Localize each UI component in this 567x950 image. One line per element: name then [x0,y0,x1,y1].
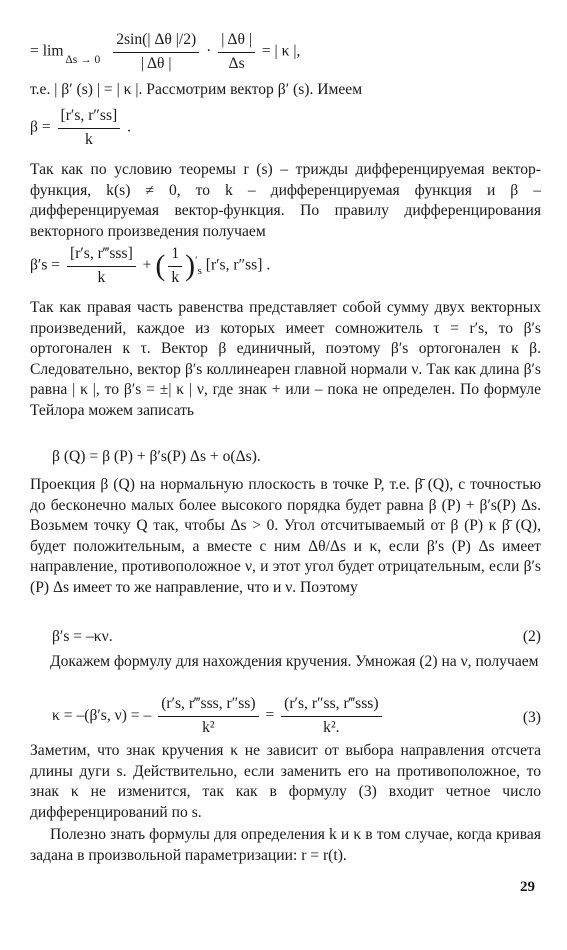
formula-2 [30,627,541,648]
formula-limit-lead: = lim [30,42,64,60]
formula-dot: · [206,42,212,60]
line-te [30,80,541,101]
formula-taylor-text: β (Q) = β (P) + β′s(P) Δs + o(Δs). [52,448,261,465]
fraction-one-numerator: 1 [168,244,182,267]
paragraph-5 [30,741,541,823]
paren-subscript: s [197,264,202,277]
formula-2-number: (2) [522,628,541,645]
fraction-beta-derivative-numerator: [r′s, r‴sss] [67,244,136,267]
paragraph-6-text: Полезно знать формулы для определения k и κ в том случае, когда кривая задана в произвольной параметризации: r = r(t). [30,826,541,864]
formula-beta-tail: . [127,118,132,136]
fraction-beta-derivative-denominator: k [97,268,106,286]
right-paren: ) [185,249,196,283]
left-paren: ( [155,249,166,283]
fraction-beta-numerator: [r′s, r″ss] [58,106,121,129]
paragraph-1-text: Так как по условию теоремы r (s) – трижды дифференцируемая вектор-функция, k(s) ≠ 0, то k – дифференцируемая функция и β – дифференцируемая вектор-функция. По правилу дифференцирования векторного произведения получаем [30,161,541,240]
paragraph-1 [30,160,541,242]
fraction-torsion-2 [281,694,381,738]
fraction-beta [58,106,121,150]
fraction-beta-derivative [67,244,136,288]
formula-2-text: β′s = –κν. [52,628,113,645]
formula-limit-tail: = | κ |, [261,42,301,60]
paragraph-5-text: Заметим, что знак кручения κ не зависит от выбора направления отсчета длины дуги s. Действительно, если заменить его на противоположное, то знак κ не изменится, так как в формулу (3) входит четное число дифференцирований по s. [30,742,541,821]
fraction-beta-denominator: k [84,130,93,148]
formula-3 [30,694,541,738]
formula-beta [30,106,541,150]
formula-taylor [52,447,563,468]
formula-3-equals: = [265,706,275,724]
fraction-theta-denominator: Δs [228,54,245,72]
fraction-torsion-2-numerator: (r′s, r″ss, r‴sss) [281,694,381,717]
fraction-sin-numerator: 2sin(| Δθ |/2) [113,30,199,53]
fraction-sin-denominator: | Δθ | [140,54,172,72]
formula-plus: + [142,256,152,274]
formula-beta-derivative [30,244,541,288]
fraction-theta-s [218,30,255,74]
paragraph-3-text: Проекция β (Q) на нормальную плоскость в точке P, т.е. β̄ (Q), с точностью до бесконечно малых более высокого порядка будет равна β (P) + β′s(P) Δs. Возьмем точку Q так, чтобы Δs > 0. Угол отсчитываемый от β (P) к β̄ (Q), будет положительным, а вместе с ним Δθ/Δs и κ, если β′s (P) Δs имеет направление, противоположное ν, и этот угол будет отрицательным, если β′s (P) Δs имеет то же направление, что и ν. Поэтому [30,476,541,596]
fraction-torsion-1-denominator: k² [202,718,215,736]
lim-subscript: Δs → 0 [65,54,101,67]
page-number: 29 [520,879,535,895]
paragraph-2 [30,298,541,422]
formula-beta-derivative-tail: [r′s, r″ss] . [205,256,271,274]
fraction-torsion-2-denominator: k². [323,718,340,736]
paren-prime: ′ [195,254,198,267]
paragraph-2-text: Так как правая часть равенства представляет собой сумму двух векторных произведений, каждое из которых имеет сомножитель τ = r′s, то β′s ортогонален к τ. Вектор β единичный, поэтому β′s ортогонален к β. Следовательно, вектор β′s коллинеарен главной нормали ν. Так как длина β′s равна | κ |, то β′s = ±| κ | ν, где знак + или – пока не определен. По формуле Тейлора можем записать [30,299,541,419]
fraction-one-over-k [168,244,182,288]
fraction-sin [113,30,199,74]
fraction-theta-numerator: | Δθ | [218,30,255,53]
paragraph-4 [30,652,541,673]
paragraph-6 [30,825,541,866]
formula-beta-derivative-lead: β′s = [30,256,61,274]
fraction-torsion-1 [158,694,258,738]
formula-3-lead: κ = –(β′s, ν) = – [52,706,152,724]
fraction-torsion-1-numerator: (r′s, r‴sss, r″ss) [158,694,258,717]
formula-3-number: (3) [522,709,541,726]
formula-limit [30,30,541,74]
formula-beta-lead: β = [30,118,51,136]
line-te-text: т.е. | β′ (s) | = | κ |. Рассмотрим вектор β′ (s). Имеем [30,81,363,98]
paragraph-3 [30,475,541,599]
paragraph-4-text: Докажем формулу для нахождения кручения. Умножая (2) на ν, получаем [50,653,539,670]
fraction-k-denominator: k [171,268,180,286]
